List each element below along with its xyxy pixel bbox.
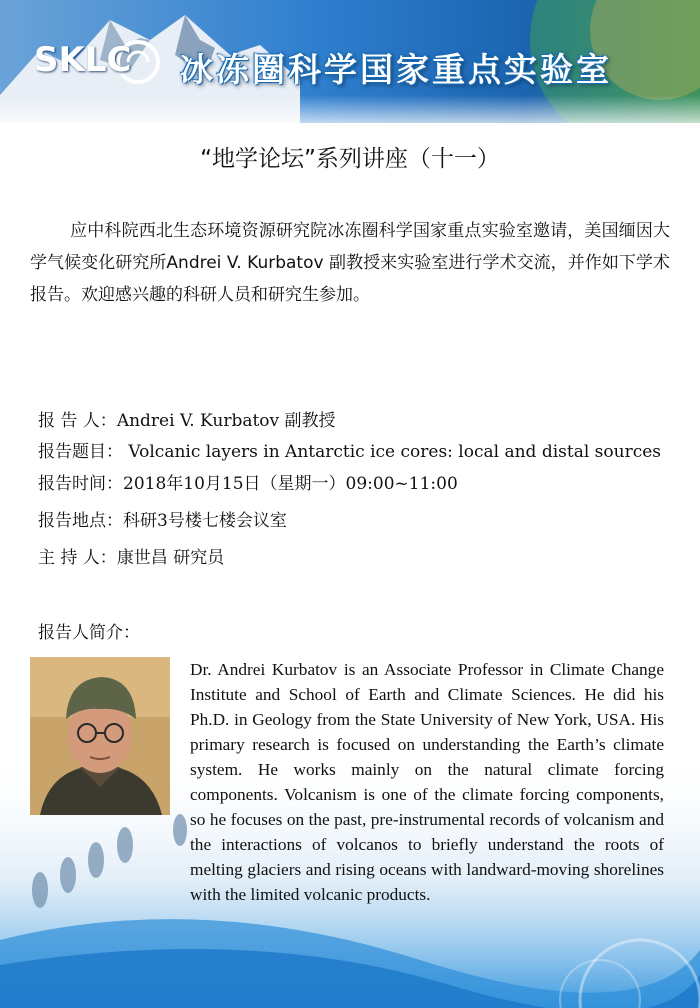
header-banner [0,0,700,123]
place-row [38,506,678,531]
host-row [38,543,678,568]
topic-label: 报告题目： [38,442,123,462]
sklc-logo: SKLC [34,40,132,80]
place-value: 科研3号楼七楼会议室 [123,511,287,531]
intro-text: 应中科院西北生态环境资源研究院冰冻圈科学国家重点实验室邀请，美国缅因大学气候变化研究所Andrei V. Kurbatov 副教授来实验室进行学术交流，并作如下学术报告。欢迎感兴趣的科研人员和研究生参加。 [30,221,670,305]
speaker-label: 报 告 人： [38,411,117,431]
host-value: 康世昌 研究员 [116,548,225,568]
intro-paragraph [30,215,670,311]
lab-name-heading: 冰冻圈科学国家重点实验室 [180,50,612,89]
host-label: 主 持 人： [38,548,117,568]
bio-heading: 报告人简介： [38,623,140,643]
time-label: 报告时间： [38,474,123,494]
topic-row [38,437,678,462]
topic-value: Volcanic layers in Antarctic ice cores: local and distal sources [128,442,662,462]
page-title: “地学论坛”系列讲座（十一） [200,146,500,172]
time-row [38,469,678,494]
speaker-row [38,406,678,431]
speaker-photo [30,657,170,815]
bio-text: Dr. Andrei Kurbatov is an Associate Professor in Climate Change Institute and School of Earth and Climate Sciences. He did his Ph.D. in Geology from the State University of New York, USA. His primary research is focused on understanding the Earth’s climate system. He works mainly on the natural climate forcing components. Volcanism is one of the climate forcing components, so he focuses on the past, pre-instrumental records of volcanism and the interactions of volcanos to briefly understand the roots of melting glaciers and rising oceans with landward-moving shorelines with the limited volcanic products. [190,660,664,904]
time-value: 2018年10月15日（星期一）09:00~11:00 [123,474,458,494]
place-label: 报告地点： [38,511,123,531]
speaker-value: Andrei V. Kurbatov 副教授 [116,411,336,431]
